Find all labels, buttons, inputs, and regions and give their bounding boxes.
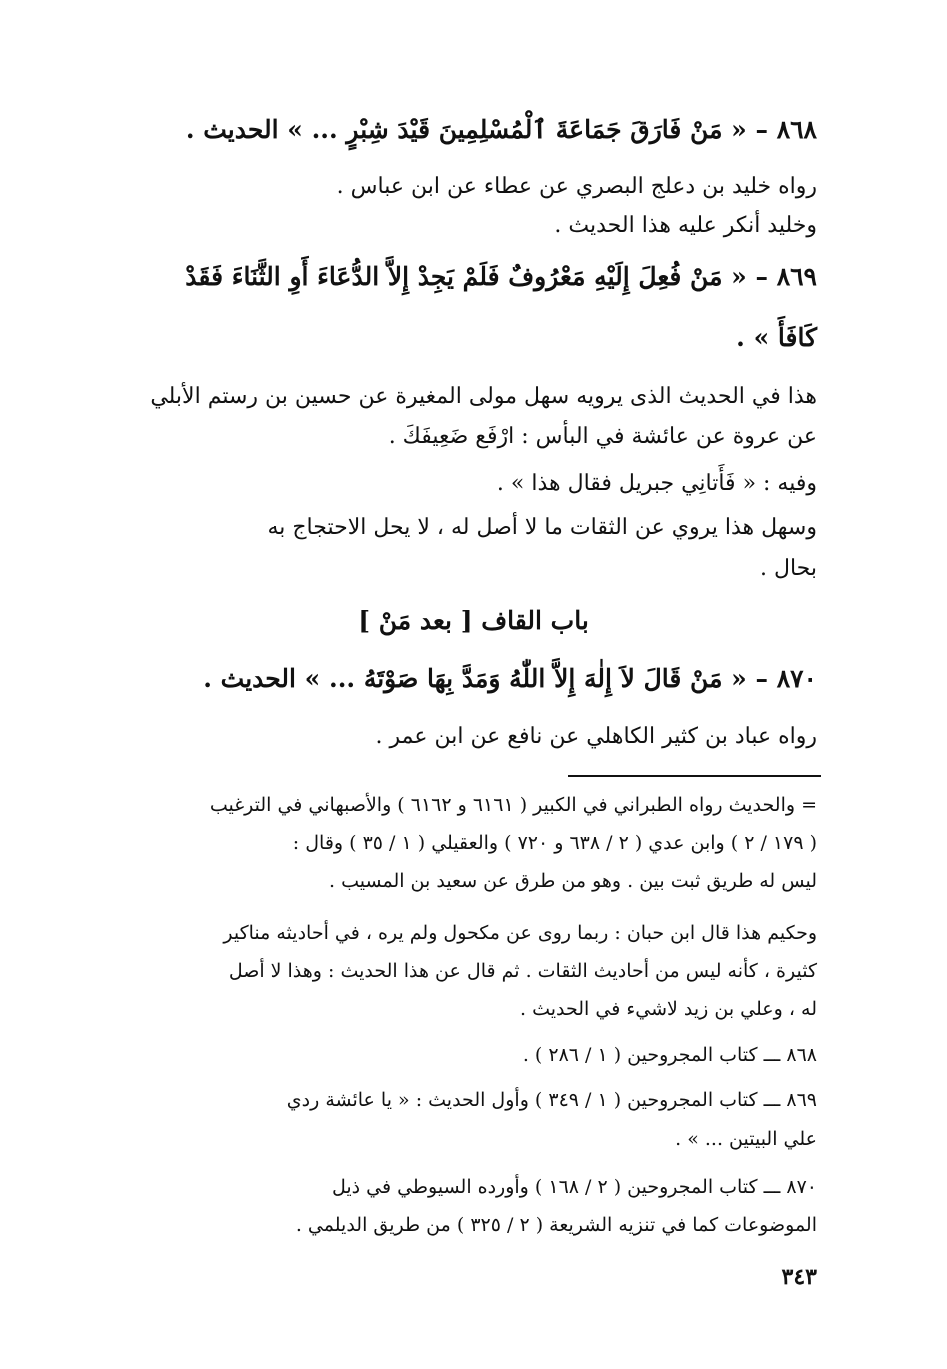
hadith-868-heading: ٨٦٨ – « مَنْ فَارَقَ جَمَاعَةَ ٱلْمُسْلِمِينَ قَيْدَ شِبْرٍ ... » الحديث . (185, 115, 817, 144)
footnote-line: له ، وعلي بن زيد لاشيء في الحديث . (520, 998, 817, 1020)
hadith-870-heading: ٨٧٠ – « مَنْ قَالَ لاَ إِلٰهَ إِلاَّ اللّٰهُ وَمَدَّ بِهَا صَوْتَهُ ... » الحديث . (203, 664, 817, 693)
page-number: ٣٤٣ (781, 1264, 817, 1290)
hadith-869-text-line: وسهل هذا يروي عن الثقات ما لا أصل له ، لا يحل الاحتجاج به (267, 515, 817, 540)
footnote-869-cont: علي البيتين ... » . (675, 1128, 817, 1150)
section-title: باب القاف [ بعد مَنْ ] (358, 606, 589, 635)
footnote-line: كثيرة ، كأنه ليس من أحاديث الثقات . ثم قال عن هذا الحديث : وهذا لا أصل (228, 960, 817, 982)
hadith-869-text-line: بحال . (760, 556, 817, 581)
footnote-870: ٨٧٠ ـــ كتاب المجروحين ( ٢ / ١٦٨ ) وأورده السيوطي في ذيل (331, 1176, 817, 1198)
hadith-869-text-line: هذا في الحديث الذى يرويه سهل مولى المغيرة عن حسين بن رستم الأبلي (150, 384, 817, 409)
footnote-870-cont: الموضوعات كما في تنزيه الشريعة ( ٢ / ٣٢٥ ) من طريق الديلمي . (295, 1214, 817, 1236)
footnote-line: = والحديث رواه الطبراني في الكبير ( ٦١٦١ و ٦١٦٢ ) والأصبهاني في الترغيب (209, 794, 817, 816)
hadith-869-text-line: وفيه : « فَأَتانِي جبريل فقال هذا » . (496, 471, 817, 496)
footnote-868: ٨٦٨ ـــ كتاب المجروحين ( ١ / ٢٨٦ ) . (522, 1044, 817, 1066)
hadith-868-text-line: رواه خليد بن دعلج البصري عن عطاء عن ابن عباس . (336, 174, 817, 199)
hadith-868-text-line: وخليد أنكر عليه هذا الحديث . (554, 213, 817, 238)
footnote-869: ٨٦٩ ـــ كتاب المجروحين ( ١ / ٣٤٩ ) وأول الحديث : « يا عائشة ردي (286, 1089, 817, 1111)
footnote-line: ليس له طريق ثبت بين . وهو من طرق عن سعيد بن المسيب . (329, 870, 817, 892)
footnote-separator (568, 775, 821, 777)
hadith-869-heading-cont: كَافَأَ » . (736, 323, 817, 352)
hadith-869-heading: ٨٦٩ – « مَنْ فُعِلَ إِلَيْهِ مَعْرُوفٌ فَلَمْ يَجِدْ إِلاَّ الدُّعَاءَ أَوِ الثَّنَاءَ فَقَدْ (185, 262, 817, 291)
hadith-870-text-line: رواه عباد بن كثير الكاهلي عن نافع عن ابن عمر . (375, 724, 817, 749)
hadith-869-text-line: عن عروة عن عائشة في البأس : ارْفَع ضَعِيفَكَ . (388, 424, 817, 449)
footnote-line: ( ١٧٩ / ٢ ) وابن عدي ( ٢ / ٦٣٨ و ٧٢٠ ) والعقيلي ( ١ / ٣٥ ) وقال : (292, 832, 817, 854)
footnote-line: وحكيم هذا قال ابن حبان : ربما روى عن مكحول ولم يره ، في أحاديثه مناكير (223, 922, 817, 944)
